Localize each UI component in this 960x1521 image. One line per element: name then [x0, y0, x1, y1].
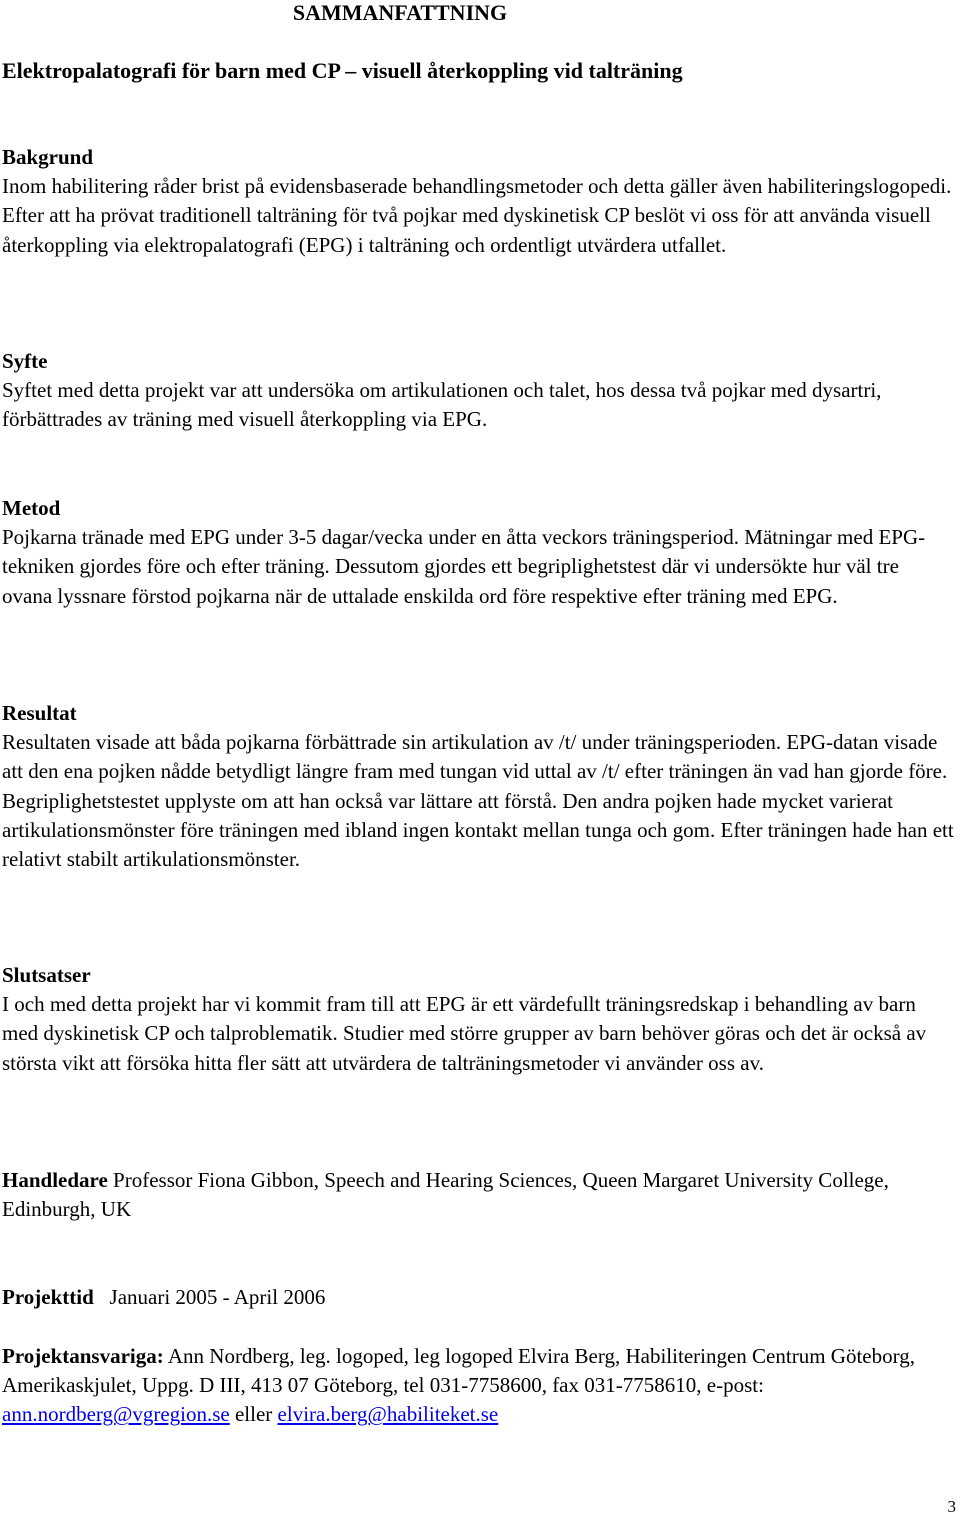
page-number: 3	[947, 1497, 956, 1516]
section-body: Syftet med detta projekt var att undersöka om artikulationen och talet, hos dessa två pojkar med dysartri, förbättrades av träning med visuell återkoppling via EPG.	[2, 378, 882, 432]
project-period-label: Projekttid	[2, 1285, 94, 1309]
section-heading: Resultat	[2, 701, 77, 725]
project-period-text: Januari 2005 - April 2006	[109, 1285, 326, 1309]
section-syfte	[2, 347, 954, 435]
responsible-text: Ann Nordberg, leg. logoped, leg logoped Elvira Berg, Habiliteringen Centrum Göteborg, Amerikaskjulet, Uppg. D III, 413 07 Göteborg, tel 031-7758600, fax 031-7758610, e-post:	[2, 1344, 915, 1398]
responsible-label: Projektansvariga:	[2, 1344, 164, 1368]
supervisor-block	[2, 1166, 902, 1224]
document-title: SAMMANFATTNING	[292, 0, 508, 25]
supervisor-label: Handledare	[2, 1168, 108, 1192]
section-heading: Metod	[2, 496, 61, 520]
section-heading: Syfte	[2, 349, 48, 373]
project-period-block	[2, 1283, 958, 1312]
section-bakgrund	[2, 143, 954, 260]
document-subtitle: Elektropalatografi för barn med CP – visuell återkoppling vid talträning	[2, 58, 683, 83]
section-body: Pojkarna tränade med EPG under 3-5 dagar/vecka under en åtta veckors träningsperiod. Mätningar med EPG-tekniken gjordes före och efter träning. Dessutom gjordes ett begriplighetstest där vi undersökte hur väl tre ovana lyssnare förstod pojkarna när de uttalade enskilda ord före respektive efter träning med EPG.	[2, 525, 926, 608]
section-body: Inom habilitering råder brist på evidensbaserade behandlingsmetoder och detta gäller även habiliteringslogopedi. Efter att ha prövat traditionell talträning för två pojkar med dyskinetisk CP beslöt vi oss för att använda visuell återkoppling via elektropalatografi (EPG) i talträning och ordentligt utvärdera utfallet.	[2, 174, 952, 257]
email-connector: eller	[234, 1402, 273, 1427]
email-link-nordberg[interactable]: ann.nordberg@vgregion.se	[2, 1402, 230, 1427]
section-resultat	[2, 699, 954, 874]
section-heading: Slutsatser	[2, 963, 91, 987]
email-link-berg[interactable]: elvira.berg@habiliteket.se	[277, 1402, 499, 1427]
section-slutsatser	[2, 961, 954, 1078]
section-metod	[2, 494, 954, 611]
responsible-block	[2, 1342, 958, 1430]
section-heading: Bakgrund	[2, 145, 94, 169]
supervisor-text: Professor Fiona Gibbon, Speech and Hearing Sciences, Queen Margaret University College, Edinburgh, UK	[2, 1168, 889, 1222]
section-body: I och med detta projekt har vi kommit fram till att EPG är ett värdefullt träningsredskap i behandling av barn med dyskinetisk CP och talproblematik. Studier med större grupper av barn behöver göras och det är också av största vikt att försöka hitta fler sätt att utvärdera de talträningsmetoder vi använder oss av.	[2, 992, 927, 1075]
section-body: Resultaten visade att båda pojkarna förbättrade sin artikulation av /t/ under träningsperioden. EPG-datan visade att den ena pojken nådde betydligt längre fram med tungan vid uttal av /t/ efter träningen än vad han gjorde före. Begriplighetstestet upplyste om att han också var lättare att förstå. Den andra pojken hade mycket varierat artikulationsmönster före träningen med ibland ingen kontakt mellan tunga och gom. Efter träningen hade han ett relativt stabilt artikulationsmönster.	[2, 730, 954, 872]
